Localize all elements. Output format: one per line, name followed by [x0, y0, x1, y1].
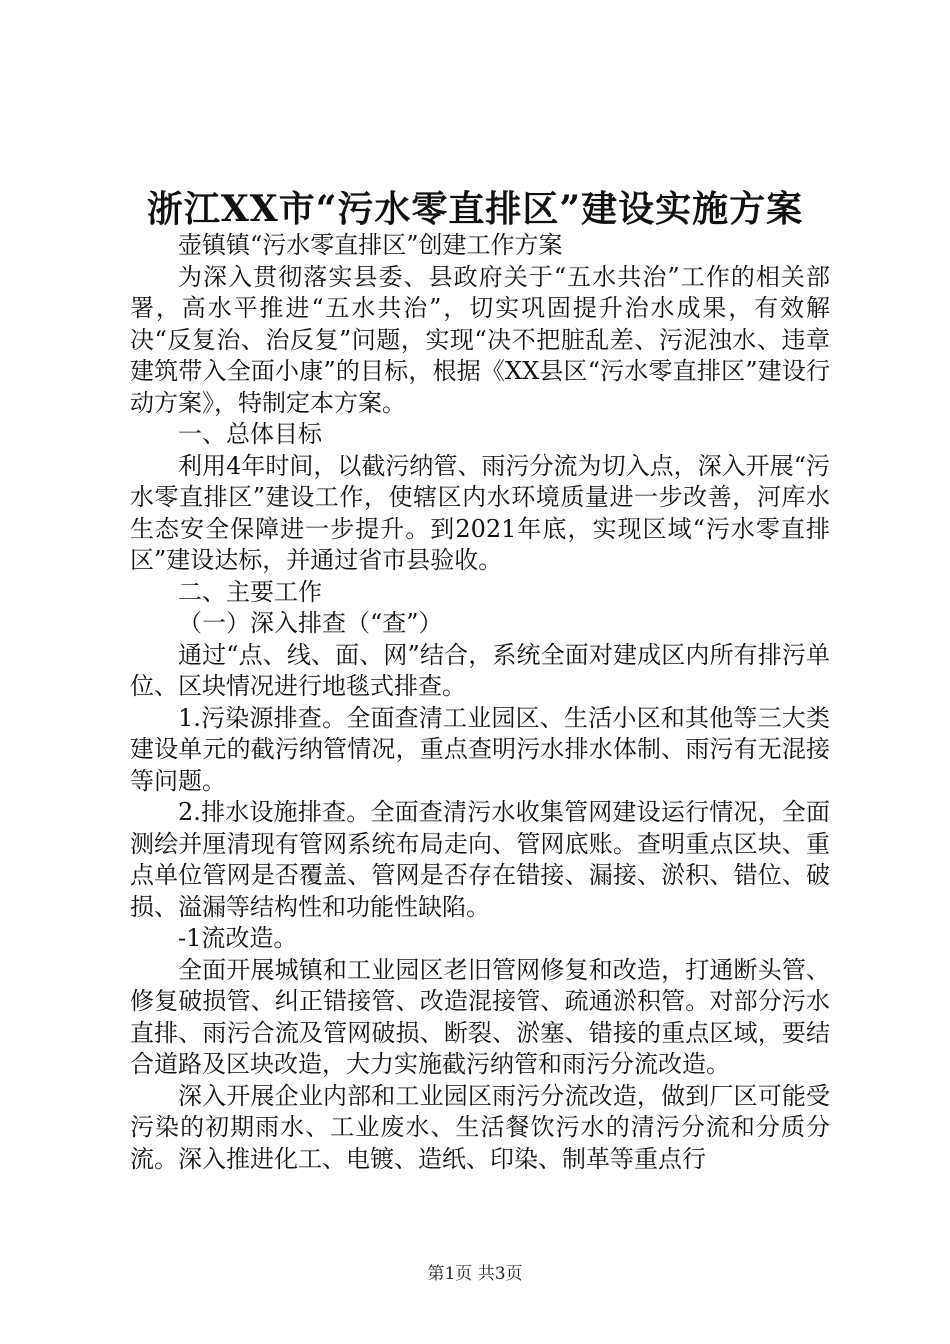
paragraph-investigation: 通过“点、线、面、网”结合，系统全面对建成区内所有排污单位、区块情况进行地毯式排查。 [130, 640, 830, 700]
paragraph-subtitle: 壶镇镇“污水零直排区”创建工作方案 [178, 231, 563, 259]
page-footer: 第1页 共3页 [427, 1264, 523, 1284]
paragraph-pollution-source: 1.污染源排查。全面查清工业园区、生活小区和其他等三大类建设单元的截污纳管情况，重点查明污水排水体制、雨污有无混接等问题。 [130, 703, 830, 795]
heading-investigation: （一）深入排查（“查”） [178, 609, 443, 637]
document-body [130, 230, 830, 1175]
paragraph-enterprise-diversion: 深入开展企业内部和工业园区雨污分流改造，做到厂区可能受污染的初期雨水、工业废水、生活餐饮污水的清污分流和分质分流。深入推进化工、电镀、造纸、印染、制革等重点行 [130, 1081, 830, 1173]
paragraph-network-repair: 全面开展城镇和工业园区老旧管网修复和改造，打通断头管、修复破损管、纠正错接管、改造混接管、疏通淤积管。对部分污水直排、雨污合流及管网破损、断裂、淤塞、错接的重点区域，要结合道路及区块改造，大力实施截污纳管和雨污分流改造。 [130, 955, 830, 1078]
paragraph-intro: 为深入贯彻落实县委、县政府关于“五水共治”工作的相关部署，高水平推进“五水共治”，切实巩固提升治水成果，有效解决“反复治、治反复”问题，实现“决不把脏乱差、污泥浊水、违章建筑带入全面小康”的目标，根据《XX县区“污水零直排区”建设行动方案》，特制定本方案。 [130, 262, 830, 417]
heading-overall-goal: 一、总体目标 [178, 420, 322, 448]
paragraph-overall-goal: 利用4年时间，以截污纳管、雨污分流为切入点，深入开展“污水零直排区”建设工作，使辖区内水环境质量进一步改善，河库水生态安全保障进一步提升。到2021年底，实现区域“污水零直排区”建设达标，并通过省市县验收。 [130, 451, 830, 574]
paragraph-drainage-facility: 2.排水设施排查。全面查清污水收集管网建设运行情况，全面测绘并厘清现有管网系统布局走向、管网底账。查明重点区块、重点单位管网是否覆盖、管网是否存在错接、漏接、淤积、错位、破损、溢漏等结构性和功能性缺陷。 [130, 798, 830, 921]
heading-diversion-reform: -1流改造。 [178, 924, 298, 952]
document-title: 浙江XX市“污水零直排区”建设实施方案 [146, 188, 804, 230]
heading-main-work: 二、主要工作 [178, 577, 322, 606]
